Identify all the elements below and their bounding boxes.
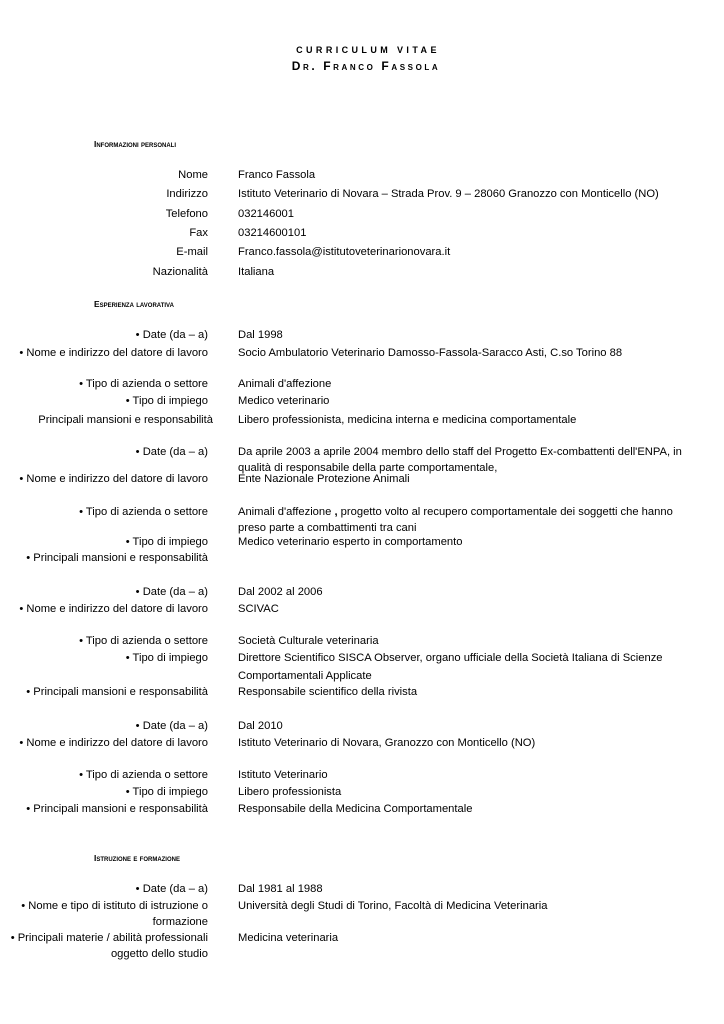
field-label: • Tipo di azienda o settore: [79, 506, 208, 518]
field-value: Italiana: [238, 266, 275, 278]
field-value: 03214600101: [238, 227, 307, 239]
sector-comma: ,: [334, 506, 338, 518]
sector-text-continued: progetto volto al recupero comportamentale dei soggetti che hanno preso parte a combattimenti tra cani: [238, 506, 673, 534]
type-line-1: Direttore Scientifico SISCA Observer, organo ufficiale della Società Italiana di Scienze: [238, 652, 663, 664]
field-value: Dal 2002 al 2006: [238, 586, 323, 598]
field-label: Nome: [178, 169, 208, 181]
field-value: Medico veterinario: [238, 395, 330, 407]
field-label: Fax: [189, 227, 208, 239]
field-value: Da aprile 2003 a aprile 2004 membro dello staff del Progetto Ex-combattenti dell'ENPA, in qualità di responsabile della parte comportamentale,: [238, 446, 682, 474]
field-value: Responsabile della Medicina Comportamentale: [238, 803, 473, 815]
person-name: Dr. Franco Fassola: [291, 59, 441, 73]
field-label: • Date (da – a): [135, 883, 208, 895]
field-value: Libero professionista, medicina interna e medicina comportamentale: [238, 414, 577, 426]
field-label: • Principali mansioni e responsabilità: [26, 803, 208, 815]
field-value: [238, 650, 700, 684]
field-label: • Date (da – a): [135, 720, 208, 732]
field-label: • Nome e indirizzo del datore di lavoro: [19, 603, 208, 615]
field-label: • Nome e indirizzo del datore di lavoro: [19, 737, 208, 749]
field-value: [238, 504, 700, 536]
field-label: • Date (da – a): [135, 586, 208, 598]
field-label: • Nome e tipo di istituto di istruzione o formazione: [21, 900, 208, 928]
field-value: Istituto Veterinario di Novara, Granozzo con Monticello (NO): [238, 737, 536, 749]
document-title: CURRICULUM VITAE: [296, 45, 440, 55]
field-label: • Tipo di impiego: [125, 652, 208, 664]
field-label: • Date (da – a): [135, 446, 208, 458]
field-label: • Nome e indirizzo del datore di lavoro: [19, 473, 208, 485]
field-value: Franco Fassola: [238, 169, 316, 181]
field-value: Socio Ambulatorio Veterinario Damosso-Fassola-Saracco Asti, C.so Torino 88: [238, 347, 623, 359]
field-label: • Tipo di azienda o settore: [79, 378, 208, 390]
field-value: Libero professionista: [238, 786, 342, 798]
sector-text: Animali d'affezione: [238, 506, 335, 518]
field-label: Telefono: [165, 208, 208, 220]
field-value: Università degli Studi di Torino, Facoltà di Medicina Veterinaria: [238, 900, 548, 912]
field-label: • Principali mansioni e responsabilità: [26, 552, 208, 564]
field-label: • Tipo di impiego: [125, 395, 208, 407]
field-value: Ente Nazionale Protezione Animali: [238, 473, 410, 485]
field-value: Dal 2010: [238, 720, 283, 732]
field-value: Dal 1981 al 1988: [238, 883, 323, 895]
field-value: Istituto Veterinario: [238, 769, 328, 781]
field-value: Società Culturale veterinaria: [238, 635, 379, 647]
email-value: Franco.fassola@istitutoveterinarionovara.it: [238, 246, 451, 258]
field-label: • Date (da – a): [135, 329, 208, 341]
field-label: • Tipo di impiego: [125, 536, 208, 548]
field-label: • Principali mansioni e responsabilità: [26, 686, 208, 698]
field-value: 032146001: [238, 208, 294, 220]
field-label: Nazionalità: [152, 266, 208, 278]
section-heading-personal: Informazioni personali: [94, 139, 176, 149]
field-label: • Tipo di impiego: [125, 786, 208, 798]
field-value: Medicina veterinaria: [238, 932, 339, 944]
field-value: Responsabile scientifico della rivista: [238, 686, 418, 698]
type-line-2: Comportamentali Applicate: [238, 670, 372, 682]
field-label: Indirizzo: [166, 188, 208, 200]
field-value: Animali d'affezione: [238, 378, 332, 390]
cv-header: [0, 44, 724, 74]
section-heading-education: Istruzione e formazione: [94, 853, 180, 863]
field-label: E-mail: [176, 246, 208, 258]
field-value: SCIVAC: [238, 603, 279, 615]
field-value: Istituto Veterinario di Novara – Strada Prov. 9 – 28060 Granozzo con Monticello (NO): [238, 188, 659, 200]
field-label: • Tipo di azienda o settore: [79, 769, 208, 781]
field-label: • Tipo di azienda o settore: [79, 635, 208, 647]
field-value: Dal 1998: [238, 329, 283, 341]
field-label: • Nome e indirizzo del datore di lavoro: [19, 347, 208, 359]
field-label: • Principali materie / abilità professionali oggetto dello studio: [10, 932, 208, 960]
field-label: Principali mansioni e responsabilità: [38, 414, 213, 426]
section-heading-experience: Esperienza lavorativa: [94, 299, 174, 309]
field-value: Medico veterinario esperto in comportamento: [238, 536, 463, 548]
